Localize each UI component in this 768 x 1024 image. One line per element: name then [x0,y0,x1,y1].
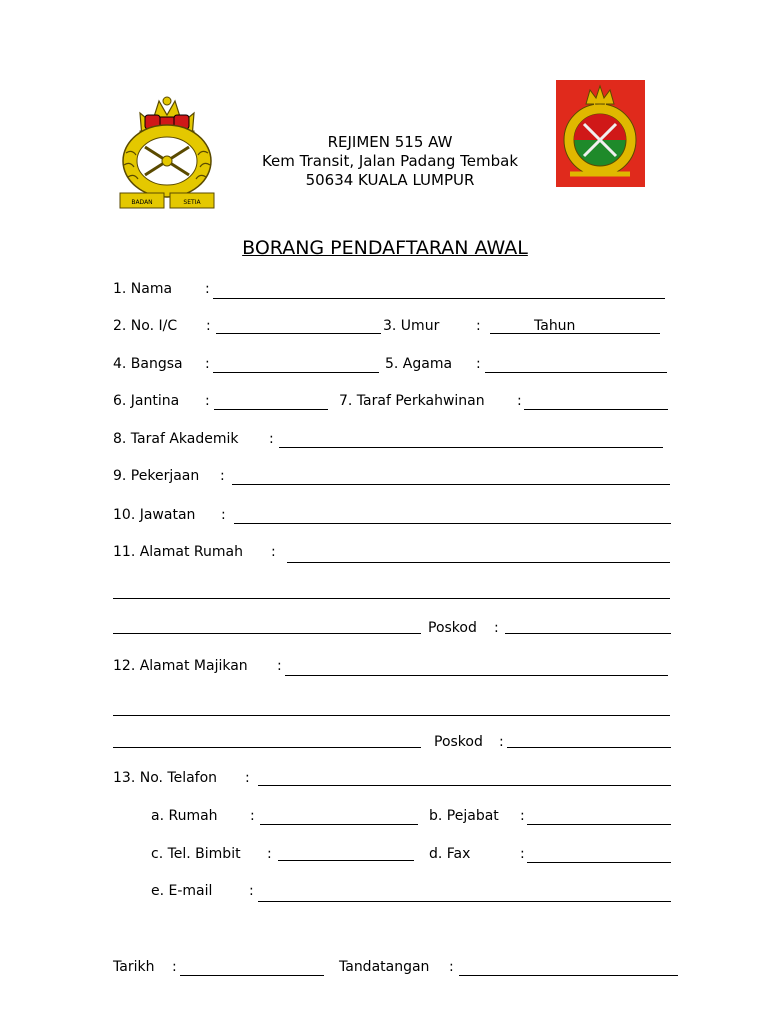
input-jawatan[interactable] [234,523,671,524]
input-tarikh[interactable] [180,975,324,976]
label-pejabat: b. Pejabat [429,808,499,824]
form-title: BORANG PENDAFTARAN AWAL [242,237,528,259]
label-bangsa: 4. Bangsa [113,356,183,372]
colon: : [520,846,525,862]
label-telefon: 13. No. Telafon [113,770,218,786]
input-poskod-majikan[interactable] [507,747,671,748]
label-alamat-rumah: 11. Alamat Rumah [113,544,243,560]
label-umur: 3. Umur [383,318,440,334]
label-tel-bimbit: c. Tel. Bimbit [151,846,241,862]
label-tarikh: Tarikh [113,959,155,975]
input-fax[interactable] [527,862,671,863]
input-nama[interactable] [213,298,665,299]
colon: : [271,544,276,560]
input-taraf-akademik[interactable] [279,447,663,448]
org-address-line1: Kem Transit, Jalan Padang Tembak [261,152,519,170]
input-jantina[interactable] [214,409,328,410]
colon: : [269,431,274,447]
motto-right-text: SETIA [183,199,201,206]
label-email: e. E-mail [151,883,213,899]
input-alamat-majikan-1[interactable] [285,675,668,676]
org-name: REJIMEN 515 AW [327,133,453,151]
input-tel-bimbit[interactable] [278,860,414,861]
input-poskod-rumah[interactable] [505,633,671,634]
input-alamat-rumah-1[interactable] [287,562,670,563]
label-jawatan: 10. Jawatan [113,507,196,523]
input-telefon[interactable] [258,785,671,786]
colon: : [449,959,454,975]
colon: : [172,959,177,975]
label-nama: 1. Nama [113,281,173,297]
label-poskod-rumah: Poskod [428,620,477,636]
label-taraf-perkahwinan: 7. Taraf Perkahwinan [339,393,485,409]
colon: : [267,846,272,862]
motto-left-text: BADAN [131,199,153,206]
label-jantina: 6. Jantina [113,393,180,409]
input-alamat-rumah-2[interactable] [113,598,670,599]
colon: : [517,393,522,409]
colon: : [476,318,481,334]
input-taraf-perkahwinan[interactable] [524,409,668,410]
label-fax: d. Fax [429,846,471,862]
input-alamat-majikan-2[interactable] [113,715,670,716]
umur-unit: Tahun [534,318,576,334]
colon: : [245,770,250,786]
colon: : [205,393,210,409]
input-pekerjaan[interactable] [232,484,670,485]
label-taraf-akademik: 8. Taraf Akademik [113,431,239,447]
input-agama[interactable] [485,372,667,373]
input-tel-pejabat[interactable] [527,824,671,825]
label-ic: 2. No. I/C [113,318,178,334]
colon: : [206,318,211,334]
label-pekerjaan: 9. Pekerjaan [113,468,200,484]
colon: : [476,356,481,372]
colon: : [220,468,225,484]
input-alamat-majikan-3[interactable] [113,747,421,748]
input-email[interactable] [258,901,671,902]
colon: : [249,883,254,899]
colon: : [520,808,525,824]
label-agama: 5. Agama [385,356,453,372]
colon: : [494,620,499,636]
label-rumah: a. Rumah [151,808,218,824]
colon: : [205,281,210,297]
colon: : [250,808,255,824]
label-tandatangan: Tandatangan [339,959,430,975]
org-address-line2: 50634 KUALA LUMPUR [305,171,475,189]
input-tel-rumah[interactable] [260,824,418,825]
colon: : [277,658,282,674]
colon: : [499,734,504,750]
input-alamat-rumah-3[interactable] [113,633,421,634]
label-poskod-majikan: Poskod [434,734,483,750]
input-tandatangan[interactable] [459,975,678,976]
input-ic[interactable] [216,333,381,334]
label-alamat-majikan: 12. Alamat Majikan [113,658,248,674]
input-bangsa[interactable] [213,372,379,373]
colon: : [205,356,210,372]
colon: : [221,507,226,523]
